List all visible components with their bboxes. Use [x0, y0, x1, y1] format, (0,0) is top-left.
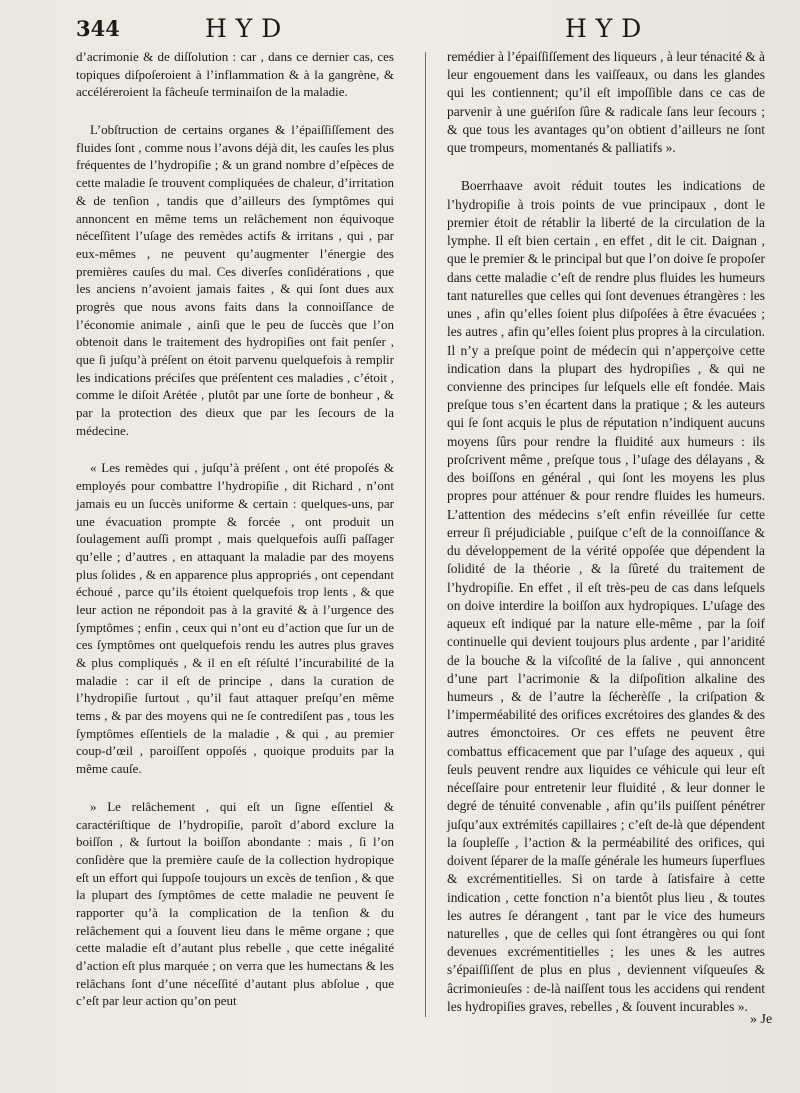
column-divider: [425, 52, 426, 1017]
catchword: » Je: [750, 1012, 773, 1027]
paragraph: » Le relâchement , qui eſt un ſigne eſſentiel & caractériſtique de l’hydropiſie, paroît d’abord exclure la boiſſon , & ſurtout la boiſſon abondante : mais , ſi l’on conſidère que la première cauſe de la collection hydropique eſt un effort qui ſuppoſe toujours un excès de tenſion , & que la plupart des ſymptômes de cette maladie ne peuvent ſe rapporter qu’à la complication de la tenſion & du relâchement qui a ſouvent lieu dans le même organe ; que cette maladie eſt d’autant plus rebelle , que cette inégalité d’action eſt plus marquée ; on verra que les humectans & les relâchans ſont d’une néceſſité d’autant plus abſolue , que c’eſt par leur action qu’on peut: [76, 798, 394, 1009]
paragraph: « Les remèdes qui , juſqu’à préſent , ont été propoſés & employés pour combattre l’hydropiſie , dit Richard , n’ont jamais eu un ſuccès uniforme & certain : quelques-uns, par une évacuation prompte & forcée , ont produit un ſoulagement auſſi prompt , mais quelquefois auſſi paſſager qu’elle ; d’autres , en attaquant la maladie par des moyens plus ſolides , & en apparence plus appropriés , ont cependant échoué , parce qu’ils étoient quelquefois trop lents , & que leur action ne répondoit pas à la gravité & à l’urgence des ſymptômes ; enfin , ceux qui n’ont eu d’action que ſur un de ces ſymptômes ont quelquefois rendu les autres plus graves & plus compliqués , & il en eſt réſulté l’incurabilité de la maladie : car il eſt de principe , dans la curation de l’hydropiſie ſurtout , qu’il faut attaquer preſqu’en même tems , & par des moyens qui ne ſe contrediſent pas , tous les ſymptômes eſſentiels de la maladie , & qui , au premier coup-d’œil , paroiſſent oppoſés , quoique produits par la même cauſe.: [76, 460, 394, 777]
paragraph: L’obſtruction de certains organes & l’épaiſſiſſement des fluides ſont , comme nous l’avons déjà dit, les cauſes les plus fréquentes de l’hydropiſie ; & un grand nombre d’eſpèces de cette maladie ſe trouvent compliquées de chaleur, d’irritation & de tenſion , tandis que d’ailleurs des ſymptômes qui annoncent en même tems un relâchement non équivoque néceſſitent l’uſage des remèdes actifs & irritans , qui , par eux-mêmes , ne peuvent qu’augmenter l’énergie des premières cauſes du mal. Ces diverſes conſidérations , que les anciens n’avoient jamais faites , & qui ſont dues aux progrès que nous avons faits dans la connoiſſance de l’économie animale , ainſi que le peu de ſuccès que l’on obtenoit dans le traitement des hydropiſies ont fait penſer , que ſi juſqu’à préſent on étoit parvenu quelquefois à remplir les indications préciſes que préſentent ces maladies , c’étoit , comme le diſoit Arétée , plutôt par une ſorte de bonheur , & par la protection des dieux que par les ſecours de la médecine.: [76, 122, 394, 438]
right-column: [447, 48, 765, 1016]
paragraph: d’acrimonie & de diſſolution : car , dans ce dernier cas, ces topiques diſpoſeroient à l’inflammation & à la gangrène, & accéléreroient la fâcheuſe terminaiſon de la maladie.: [76, 49, 394, 100]
running-head-right: HYD: [565, 14, 651, 43]
running-head-left: HYD: [205, 14, 291, 43]
paragraph: remédier à l’épaiſſiſſement des liqueurs , à leur ténacité & à leur engouement dans les vaiſſeaux, ou dans les glandes qui les contiennent; qu’il eſt impoſſible dans ce cas de parvenir à une guériſon ſûre & radicale ſans leur ſecours ; & que tous les avantages qu’on obtient d’ailleurs ne ſont que trompeurs, momentanés & palliatifs ».: [447, 49, 765, 156]
paragraph: Boerrhaave avoit réduit toutes les indications de l’hydropiſie à trois points de vue principaux , dont le premier étoit de rétablir la liberté de la circulation de la lymphe. Il eſt bien certain , en effet , dit le cit. Daignan , que le premier & le principal but que l’on doive ſe propoſer dans cette maladie c’eſt de rendre plus fluides les humeurs tant naturelles que celles qui ſont devenues étrangères : les unes , afin qu’elles ſoient plus diſpoſées à être évacuées ; les autres , afin qu’elles ſoient plus propres à la circulation. Il n’y a preſque point de médecin qui n’apperçoive cette indication dans la plupart des hydropiſies , & qui ne convienne des principes ſur leſquels elle eſt fondée. Mais preſque tous s’en écartent dans la pratique ; & les auteurs qui ſe ſont acquis le plus de réputation n’indiquent aucuns moyens ſûrs pour rendre la fluidité aux humeurs : ils proſcrivent même , preſque tous , l’uſage des délayans , & des boiſſons en général , qui ſont les moyens les plus propres pour atténuer & pour rendre fluides les humeurs. L’attention des médecins s’eſt enfin réveillée ſur cette erreur ſi préjudiciable , puiſque c’eſt de la connoiſſance & du développement de la vérité oppoſée que dépendent la ſolidité de la théorie , & la ſûreté du traitement de l’hydropiſie. En effet , il eſt très-peu de cas dans leſquels on doive interdire la boiſſon aux hydropiques. L’uſage des aqueux eſt indiqué par la nature elle-même , par la ſoif continuelle qui devient toujours plus ardente , par l’aridité de la bouche & la viſcoſité de la ſalive , qui annoncent d’une part l’acrimonie & la diſpoſition alkaline des humeurs , & de l’autre la ſécherèſſe , la criſpation & l’imperméabilité des orifices excrétoires des glandes & des autres émonctoires. Or ces effets ne peuvent être combattus efficacement que par l’uſage des aqueux , qui ſeuls peuvent rendre aux liquides ce véhicule qui leur eſt néceſſaire pour entretenir leur fluidité , & leur donner le degré de ténuité convenable , afin qu’ils puiſſent pénétrer juſqu’aux extrémités capillaires ; c’eſt de-là que dépendent la ſoupleſſe , l’action & la perméabilité des orifices, qui doivent ſéparer de la maſſe générale les humeurs ſuperflues & excrémentitielles. Si on tarde à ſatisfaire à cette indication , cette fonction n’a bientôt plus lieu , & toutes les autres ſe dérangent , tant par le vice des humeurs naturelles , que de celles qui ſont étrangères ou qui ſont devenues excrémentitielles ; les unes & les autres s’épaiſſiſſent de plus en plus , deviennent viſqueuſes & âcrimonieuſes : de-là naiſſent tous les accidens qui rendent les hydropiſies graves, rebelles , & ſouvent incurables ».: [447, 178, 765, 1014]
left-column: [76, 48, 394, 1010]
page-header: [0, 14, 800, 48]
page-number: 344: [76, 16, 120, 41]
